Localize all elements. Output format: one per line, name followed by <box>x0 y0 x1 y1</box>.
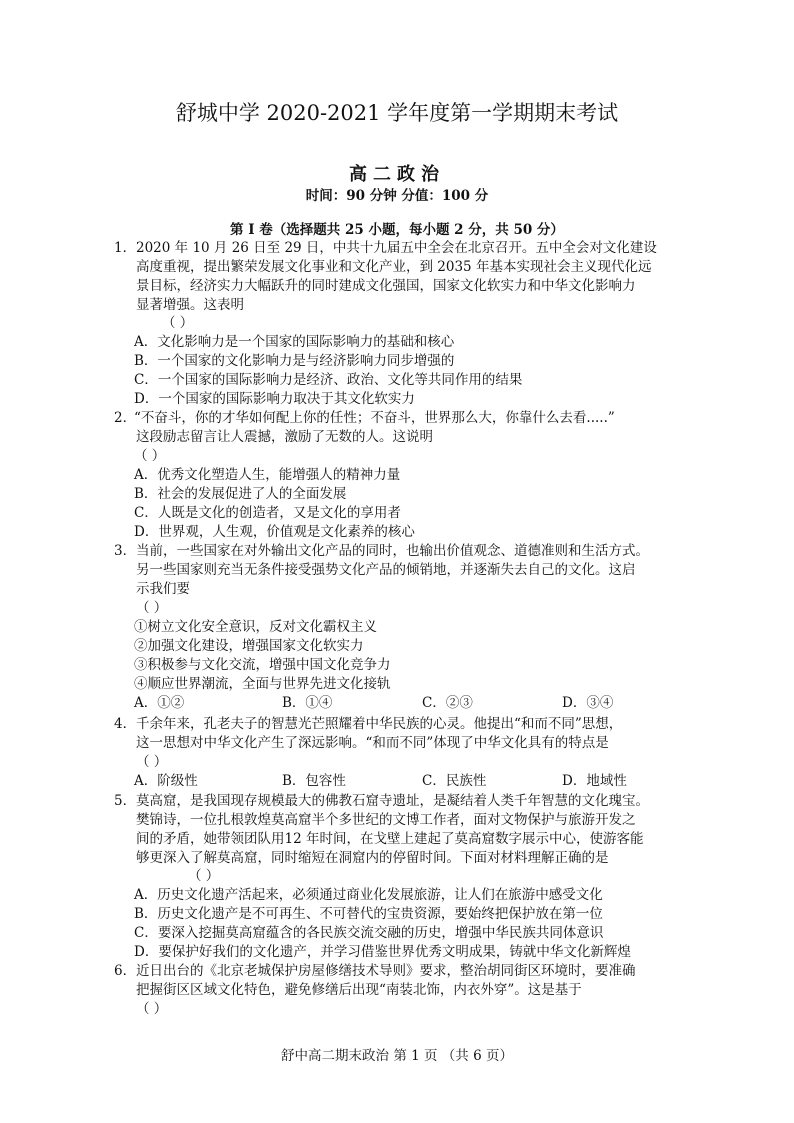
time-score-info: 时间：90 分钟 分值：100 分 <box>305 188 489 204</box>
question-number: 3． <box>114 543 137 559</box>
choice-b: B．包容性 <box>282 773 346 789</box>
question-number: 4． <box>114 716 137 732</box>
question-number: 6． <box>114 963 137 979</box>
choice-a: A．①② <box>134 695 185 711</box>
question-number: 5． <box>114 793 137 809</box>
statement-3: ③积极参与文化交流，增强中国文化竞争力 <box>134 657 391 673</box>
question-stem-line: 这一思想对中华文化产生了深远影响。“和而不同”体现了中华文化具有的特点是 <box>136 735 609 751</box>
question-number: 2． <box>114 410 137 426</box>
question-stem-line: 另一些国家则充当无条件接受强势文化产品的倾销地，并逐渐失去自己的文化。这启 <box>136 562 636 578</box>
section-heading: 第 I 卷（选择题共 25 小题，每小题 2 分，共 50 分） <box>230 222 564 238</box>
question-stem-line: 近日出台的《北京老城保护房屋修缮技术导则》要求，整治胡同街区环境时，要准确 <box>136 963 636 979</box>
choice-a: A．阶级性 <box>134 773 198 789</box>
choice-d: D．地域性 <box>562 773 627 789</box>
page-footer: 舒中高二期末政治 第 1 页 （共 6 页） <box>281 1048 513 1064</box>
answer-bracket: （ ） <box>136 1001 168 1017</box>
choice-d: D．③④ <box>562 695 614 711</box>
answer-bracket: （ ） <box>188 868 220 884</box>
option-a: A．历史文化遗产活起来，必须通过商业化发展旅游，让人们在旅游中感受文化 <box>134 887 603 903</box>
option-a: A．文化影响力是一个国家的国际影响力的基础和核心 <box>134 334 455 350</box>
option-d: D．要保护好我们的文化遗产，并学习借鉴世界优秀文明成果，铸就中华文化新辉煌 <box>134 944 631 960</box>
option-c: C．一个国家的国际影响力是经济、政治、文化等共同作用的结果 <box>134 372 523 388</box>
question-stem-line: “不奋斗，你的才华如何配上你的任性；不奋斗，世界那么大，你靠什么去看.....” <box>134 410 615 426</box>
answer-bracket: （ ） <box>136 754 168 770</box>
option-b: B．社会的发展促进了人的全面发展 <box>134 486 347 502</box>
question-stem-line: 够更深入了解莫高窟，同时缩短在洞窟内的停留时间。下面对材料理解正确的是 <box>136 850 609 866</box>
question-stem-line: 当前，一些国家在对外输出文化产品的同时，也输出价值观念、道德准则和生活方式。 <box>136 543 649 559</box>
answer-bracket: （ ） <box>134 448 166 464</box>
option-c: C．人既是文化的创造者，又是文化的享用者 <box>134 505 401 521</box>
answer-bracket: （ ） <box>162 315 194 331</box>
question-stem-line: 把握街区区域文化特色，避免修缮后出现“南装北饰，内衣外穿”。这是基于 <box>136 982 582 998</box>
subject-title: 高二政治 <box>349 164 445 185</box>
option-c: C．要深入挖掘莫高窟蕴含的各民族交流交融的历史，增强中华民族共同体意识 <box>134 925 604 941</box>
statement-4: ④顺应世界潮流，全面与世界先进文化接轨 <box>134 676 391 692</box>
choice-b: B．①④ <box>282 695 333 711</box>
question-stem-line: 樊锦诗，一位扎根敦煌莫高窟半个多世纪的文博工作者，面对文物保护与旅游开发之 <box>136 812 636 828</box>
question-stem-line: 2020 年 10 月 26 日至 29 日，中共十九届五中全会在北京召开。五中全会对文化建设 <box>136 240 657 256</box>
choice-c: C．民族性 <box>422 773 487 789</box>
question-stem-line: 高度重视，提出繁荣发展文化事业和文化产业，到 2035 年基本实现社会主义现代化远 <box>136 259 652 275</box>
question-stem-line: 显著增强。这表明 <box>136 297 244 313</box>
question-stem-line: 这段励志留言让人震撼，激励了无数的人。这说明 <box>136 429 433 445</box>
option-d: D．一个国家的国际影响力取决于其文化软实力 <box>134 391 415 407</box>
exam-title: 舒城中学 2020-2021 学年度第一学期期末考试 <box>175 101 619 125</box>
option-a: A．优秀文化塑造人生，能增强人的精神力量 <box>134 467 401 483</box>
choice-c: C．②③ <box>422 695 473 711</box>
question-number: 1． <box>114 240 137 256</box>
answer-bracket: （ ） <box>136 600 168 616</box>
question-stem-line: 千余年来，孔老夫子的智慧光芒照耀着中华民族的心灵。他提出“和而不同”思想， <box>136 716 623 732</box>
question-stem-line: 间的矛盾，她带领团队用12 年时间，在戈壁上建起了莫高窟数字展示中心，使游客能 <box>136 831 644 847</box>
question-stem-line: 莫高窟，是我国现存规模最大的佛教石窟寺遗址，是凝结着人类千年智慧的文化瑰宝。 <box>136 793 649 809</box>
statement-1: ①树立文化安全意识，反对文化霸权主义 <box>134 619 377 635</box>
option-b: B．历史文化遗产是不可再生、不可替代的宝贵资源，要始终把保护放在第一位 <box>134 906 603 922</box>
question-stem-line: 景目标，经济实力大幅跃升的同时建成文化强国，国家文化软实力和中华文化影响力 <box>136 278 636 294</box>
option-b: B．一个国家的文化影响力是与经济影响力同步增强的 <box>134 353 455 369</box>
statement-2: ②加强文化建设，增强国家文化软实力 <box>134 638 364 654</box>
question-stem-line: 示我们要 <box>136 581 190 597</box>
option-d: D．世界观，人生观，价值观是文化素养的核心 <box>134 524 415 540</box>
